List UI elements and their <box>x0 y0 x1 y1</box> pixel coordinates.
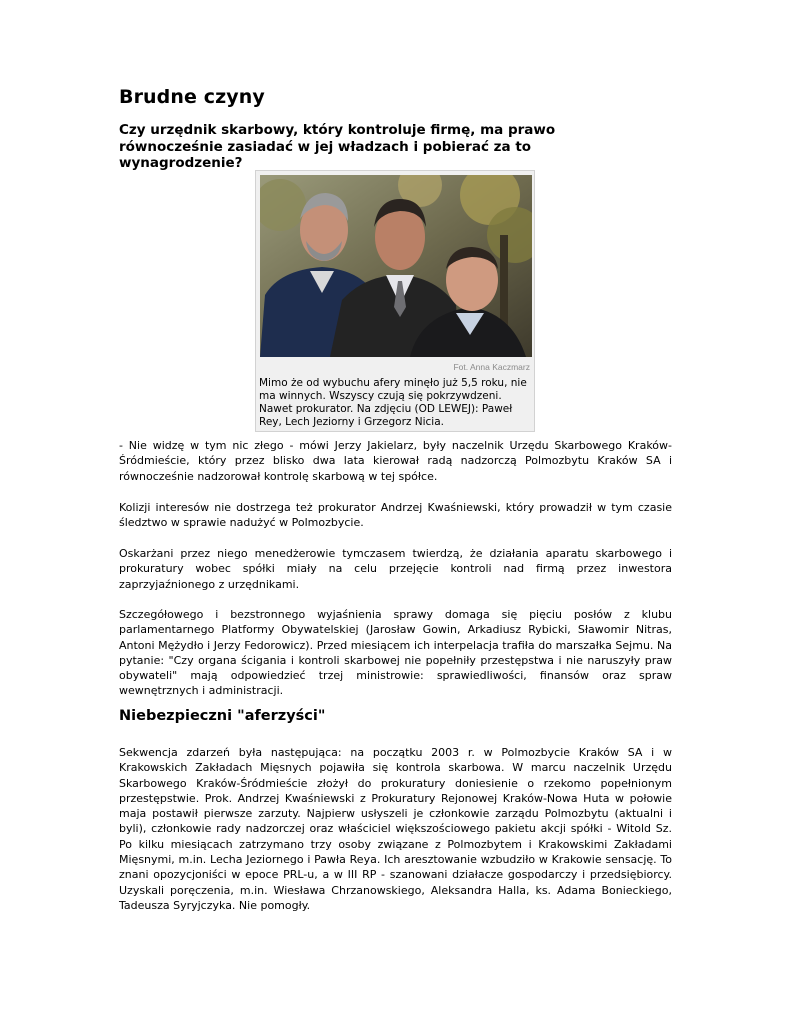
paragraph: Kolizji interesów nie dostrzega też prokurator Andrzej Kwaśniewski, który prowadził w tym czasie śledztwo w sprawie nadużyć w Polmozbycie. <box>119 501 672 530</box>
photo-credit: Fot. Anna Kaczmarz <box>453 362 530 372</box>
paragraph: Sekwencja zdarzeń była następująca: na początku 2003 r. w Polmozbycie Kraków SA i w Krakowskich Zakładach Mięsnych pojawiła się kontrola skarbowa. W marcu naczelnik Urzędu Skarbowego Kraków-Śródmieście złożył do prokuratury doniesienie o rzekomo popełnionym przestępstwie. Prok. Andrzej Kwaśniewski z Prokuratury Rejonowej Kraków-Nowa Huta w połowie maja postawił pierwsze zarzuty. Najpierw usłyszeli je członkowie zarządu Polmozbytu (aktualni i byli), członkowie rady nadzorczej oraz właściciel większościowego pakietu akcji spółki - Witold Sz. Po kilku miesiącach zatrzymano trzy osoby związane z Polmozbytem i Krakowskimi Zakładami Mięsnymi, m.in. Lecha Jeziornego i Pawła Reya. Ich aresztowanie wzbudziło w Krakowie sensację. To znani opozycjoniści w epoce PRL-u, a w III RP - szanowani działacze gospodarczy i przedsiębiorcy. Uzyskali poręczenia, m.in. Wiesława Chrzanowskiego, Aleksandra Halla, ks. Adama Bonieckiego, Tadeusza Syryjczyka. Nie pomogły. <box>119 746 672 912</box>
photo-caption: Mimo że od wybuchu afery minęło już 5,5 roku, nie ma winnych. Wszyscy czują się pokrzywdzeni. Nawet prokurator. Na zdjęciu (OD LEWEJ): Paweł Rey, Lech Jeziorny i Grzegorz Nicia. <box>259 377 527 428</box>
section-heading: Niebezpieczni "aferzyści" <box>119 708 326 724</box>
paragraph: - Nie widzę w tym nic złego - mówi Jerzy Jakielarz, były naczelnik Urzędu Skarbowego Kraków-Śródmieście, który przez blisko dwa lata kierował radą nadzorczą Polmozbytu Kraków SA i równocześnie nadzorował kontrolę skarbową w tej spółce. <box>119 439 672 483</box>
photo <box>260 175 532 357</box>
paragraph: Oskarżani przez niego menedżerowie tymczasem twierdzą, że działania aparatu skarbowego i prokuratury wobec spółki miały na celu przejęcie kontroli nad firmą przez inwestora zaprzyjaźnionego z urzędnikami. <box>119 547 672 591</box>
article-title: Brudne czyny <box>119 86 265 108</box>
photo-figure <box>255 170 535 432</box>
article-lead: Czy urzędnik skarbowy, który kontroluje firmę, ma prawo równocześnie zasiadać w jej władzach i pobierać za to wynagrodzenie? <box>119 122 556 171</box>
paragraph: Szczegółowego i bezstronnego wyjaśnienia sprawy domaga się pięciu posłów z klubu parlamentarnego Platformy Obywatelskiej (Jarosław Gowin, Arkadiusz Rybicki, Sławomir Nitras, Antoni Mężydło i Jerzy Fedorowicz). Przed miesiącem ich interpelacja trafiła do marszałka Sejmu. Na pytanie: "Czy organa ścigania i kontroli skarbowej nie popełniły przestępstwa i nie naruszyły praw obywateli" mają odpowiedzieć trzej ministrowie: sprawiedliwości, finansów oraz spraw wewnętrznych i administracji. <box>119 608 672 698</box>
